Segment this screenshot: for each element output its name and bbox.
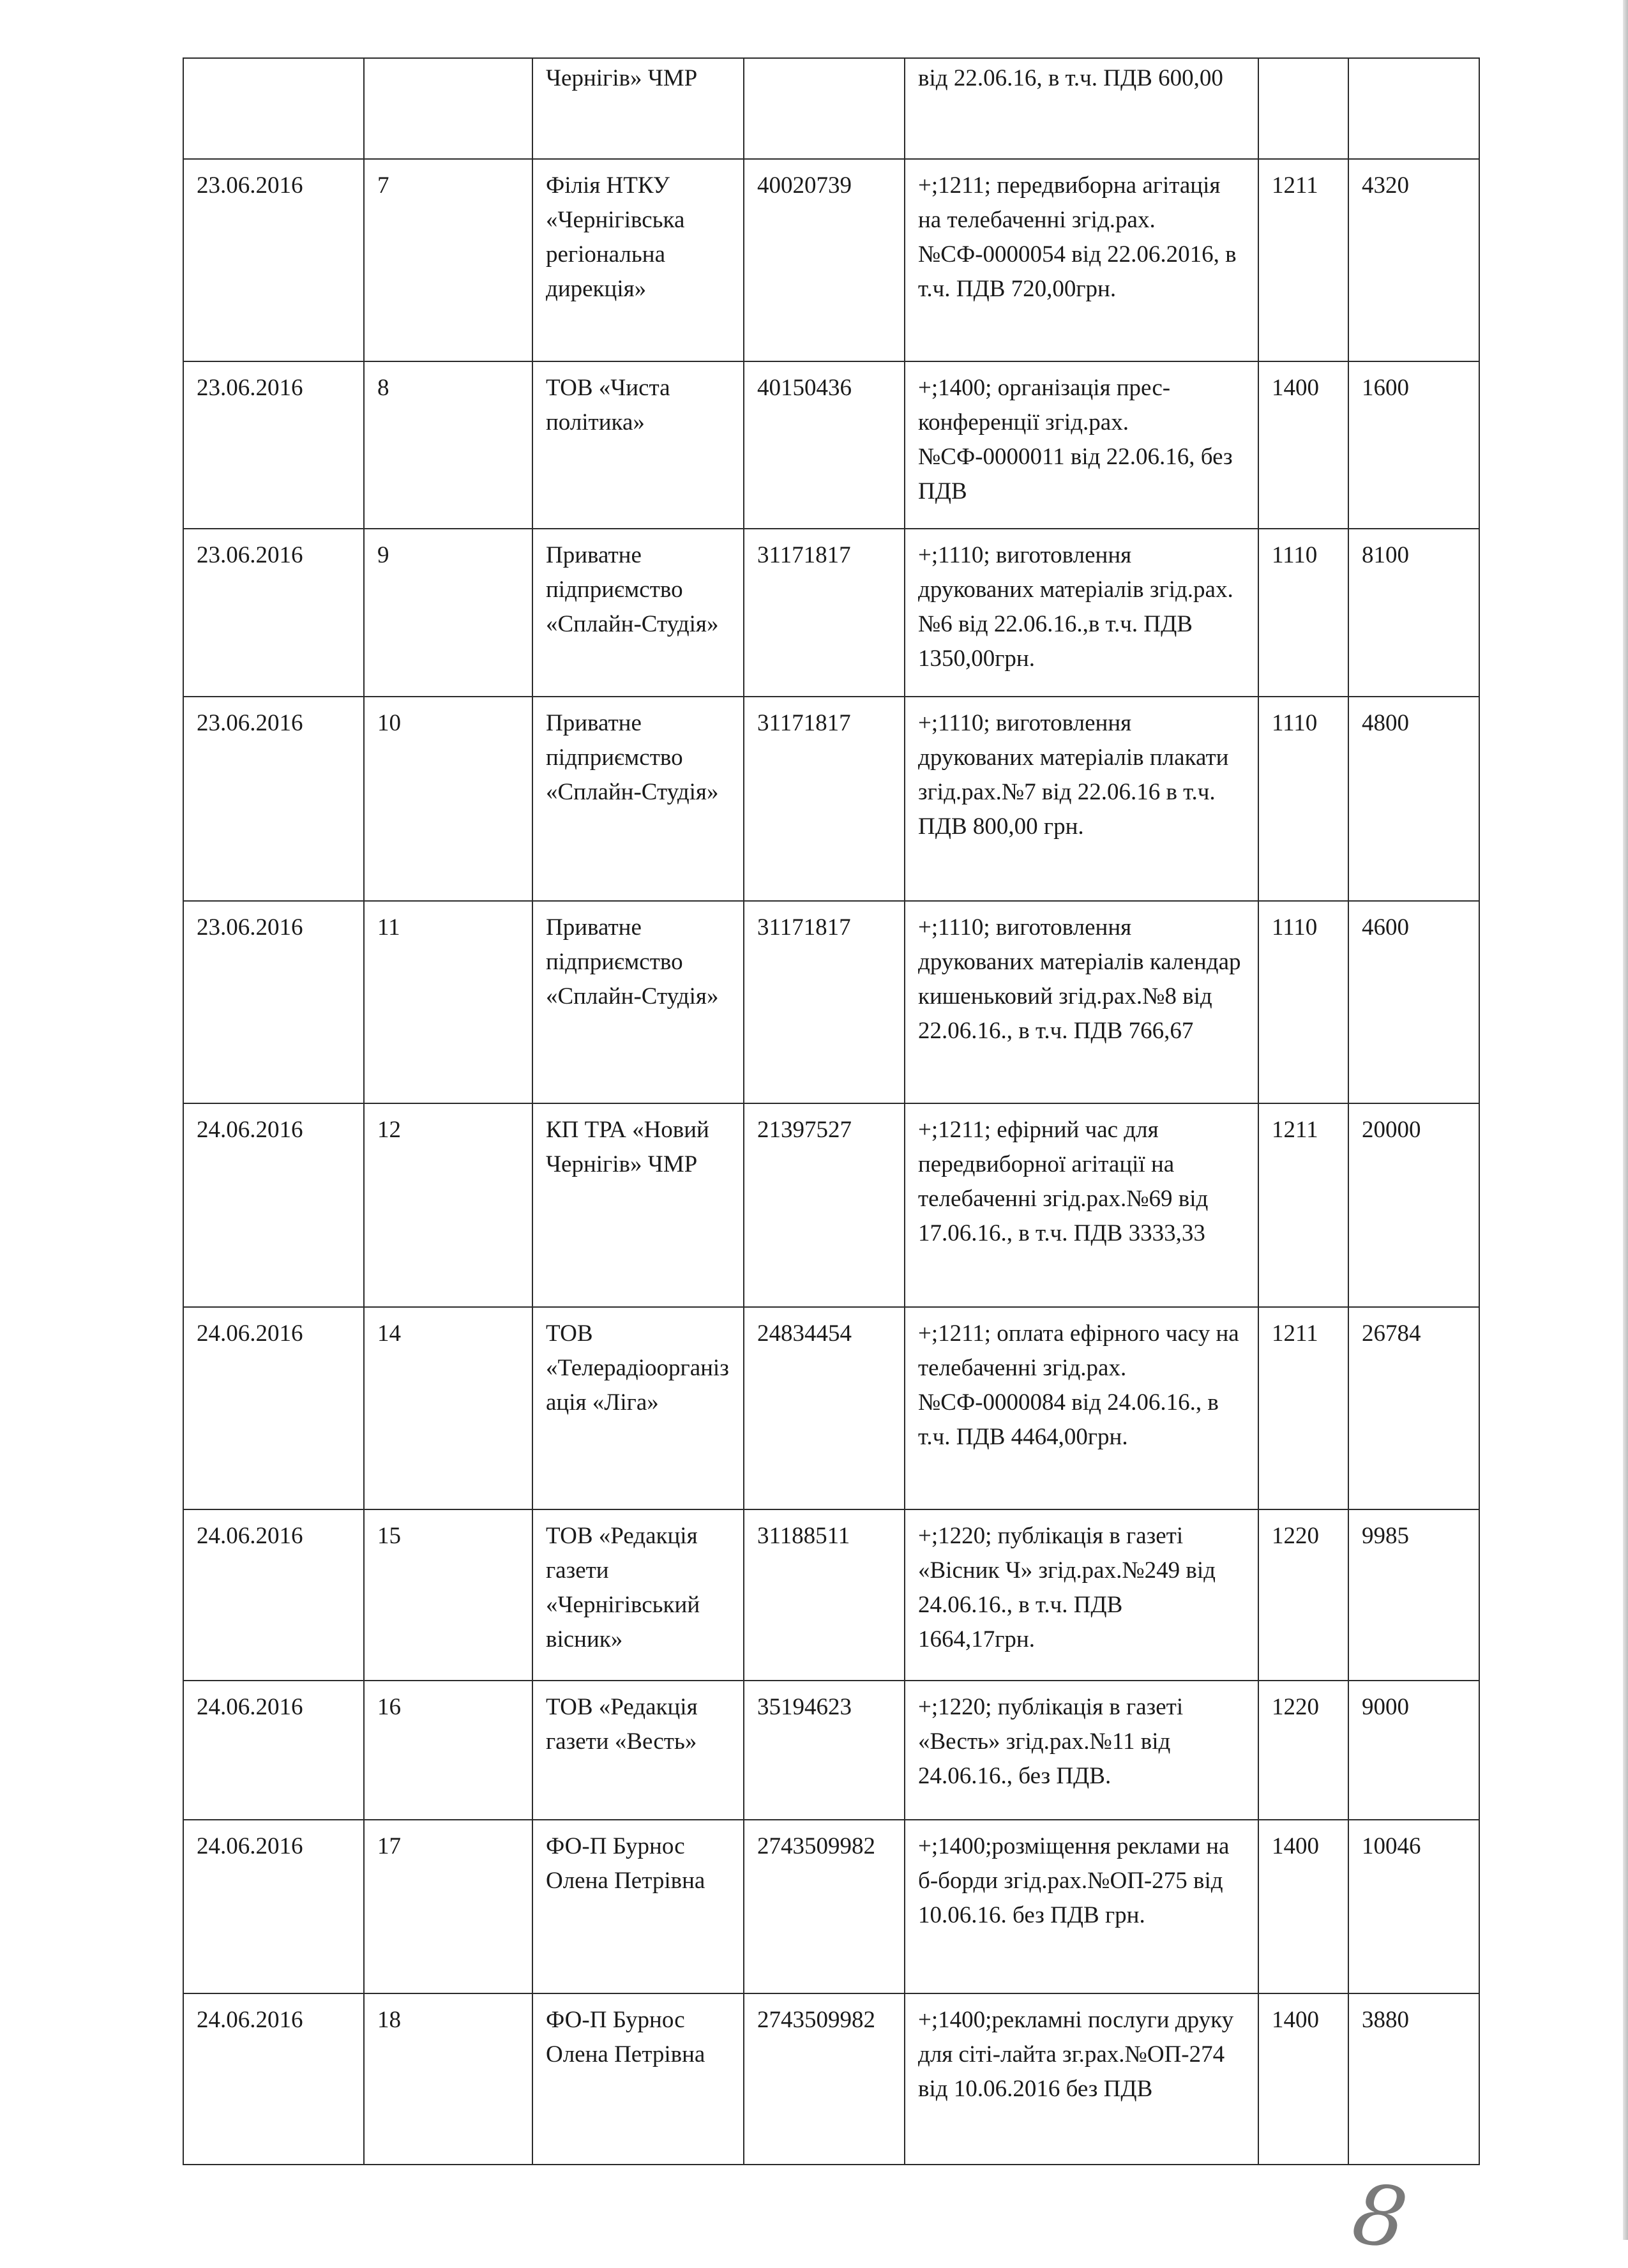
cell-kek: 1220 [1258, 1509, 1348, 1681]
cell-amount [1348, 58, 1479, 159]
cell-payee: Приватне підприємство «Сплайн-Студія» [532, 529, 744, 697]
cell-description: +;1110; виготовлення друкованих матеріалів згід.рах.№6 від 22.06.16.,в т.ч. ПДВ 1350,00грн. [905, 529, 1258, 697]
cell-code: 35194623 [744, 1681, 905, 1820]
cell-amount: 8100 [1348, 529, 1479, 697]
cell-code: 31171817 [744, 529, 905, 697]
cell-code: 31171817 [744, 697, 905, 901]
cell-kek: 1400 [1258, 1993, 1348, 2165]
cell-number: 17 [364, 1820, 532, 1993]
cell-kek [1258, 58, 1348, 159]
table-row [183, 1681, 1479, 1820]
cell-payee: КП ТРА «Новий Чернігів» ЧМР [532, 1103, 744, 1307]
cell-number: 14 [364, 1307, 532, 1509]
cell-code [744, 58, 905, 159]
cell-code: 24834454 [744, 1307, 905, 1509]
cell-number: 11 [364, 901, 532, 1103]
table-row [183, 1509, 1479, 1681]
cell-description: +;1400;рекламні послуги друку для сіті-лайта зг.рах.№ОП-274 від 10.06.2016 без ПДВ [905, 1993, 1258, 2165]
table-row [183, 1103, 1479, 1307]
cell-date: 24.06.2016 [183, 1820, 364, 1993]
cell-number: 15 [364, 1509, 532, 1681]
cell-payee: Приватне підприємство «Сплайн-Студія» [532, 697, 744, 901]
cell-number: 12 [364, 1103, 532, 1307]
cell-number: 18 [364, 1993, 532, 2165]
cell-amount: 4800 [1348, 697, 1479, 901]
cell-description: +;1211; оплата ефірного часу на телебаченні згід.рах.№СФ-0000084 від 24.06.16., в т.ч. ПДВ 4464,00грн. [905, 1307, 1258, 1509]
scan-page-edge [1623, 0, 1628, 2240]
cell-payee: Філія НТКУ «Чернігівська регіональна дирекція» [532, 159, 744, 361]
cell-description: +;1400; організація прес-конференції згід.рах.№СФ-0000011 від 22.06.16, без ПДВ [905, 361, 1258, 529]
cell-date [183, 58, 364, 159]
table-row [183, 159, 1479, 361]
cell-kek: 1400 [1258, 1820, 1348, 1993]
cell-amount: 1600 [1348, 361, 1479, 529]
cell-code: 40150436 [744, 361, 905, 529]
cell-description: +;1400;розміщення реклами на б-борди згід.рах.№ОП-275 від 10.06.16. без ПДВ грн. [905, 1820, 1258, 1993]
cell-code: 40020739 [744, 159, 905, 361]
cell-date: 24.06.2016 [183, 1307, 364, 1509]
cell-payee: ТОВ «Редакція газети «Чернігівський вісник» [532, 1509, 744, 1681]
cell-payee: ТОВ «Редакція газети «Весть» [532, 1681, 744, 1820]
table-row [183, 58, 1479, 159]
table-row [183, 529, 1479, 697]
cell-payee: ТОВ «Чиста політика» [532, 361, 744, 529]
cell-description: +;1220; публікація в газеті «Вісник Ч» згід.рах.№249 від 24.06.16., в т.ч. ПДВ 1664,17грн. [905, 1509, 1258, 1681]
cell-code: 31188511 [744, 1509, 905, 1681]
cell-number: 8 [364, 361, 532, 529]
cell-date: 24.06.2016 [183, 1993, 364, 2165]
cell-code: 31171817 [744, 901, 905, 1103]
cell-date: 23.06.2016 [183, 901, 364, 1103]
cell-code: 21397527 [744, 1103, 905, 1307]
cell-description: +;1110; виготовлення друкованих матеріалів плакати згід.рах.№7 від 22.06.16 в т.ч. ПДВ 800,00 грн. [905, 697, 1258, 901]
cell-description: +;1211; ефірний час для передвиборної агітації на телебаченні згід.рах.№69 від 17.06.16., в т.ч. ПДВ 3333,33 [905, 1103, 1258, 1307]
cell-kek: 1400 [1258, 361, 1348, 529]
cell-number: 7 [364, 159, 532, 361]
cell-amount: 20000 [1348, 1103, 1479, 1307]
table-row [183, 361, 1479, 529]
cell-amount: 26784 [1348, 1307, 1479, 1509]
table-row [183, 1307, 1479, 1509]
cell-payee: Чернігів» ЧМР [532, 58, 744, 159]
cell-kek: 1211 [1258, 1103, 1348, 1307]
cell-kek: 1211 [1258, 159, 1348, 361]
table-row [183, 901, 1479, 1103]
cell-amount: 9985 [1348, 1509, 1479, 1681]
cell-amount: 3880 [1348, 1993, 1479, 2165]
cell-description: +;1211; передвиборна агітація на телебаченні згід.рах.№СФ-0000054 від 22.06.2016, в т.ч. ПДВ 720,00грн. [905, 159, 1258, 361]
cell-date: 24.06.2016 [183, 1103, 364, 1307]
handwritten-page-number: 8 [1346, 2164, 1413, 2268]
cell-kek: 1110 [1258, 901, 1348, 1103]
table-row [183, 1993, 1479, 2165]
cell-amount: 4600 [1348, 901, 1479, 1103]
cell-number: 16 [364, 1681, 532, 1820]
cell-kek: 1211 [1258, 1307, 1348, 1509]
cell-date: 23.06.2016 [183, 529, 364, 697]
cell-date: 24.06.2016 [183, 1681, 364, 1820]
cell-number: 9 [364, 529, 532, 697]
cell-kek: 1110 [1258, 697, 1348, 901]
cell-date: 23.06.2016 [183, 361, 364, 529]
table-row [183, 697, 1479, 901]
cell-payee: ТОВ «Телерадіоорганізація «Ліга» [532, 1307, 744, 1509]
cell-date: 23.06.2016 [183, 159, 364, 361]
cell-description: від 22.06.16, в т.ч. ПДВ 600,00 [905, 58, 1258, 159]
cell-kek: 1220 [1258, 1681, 1348, 1820]
cell-payee: ФО-П Бурнос Олена Петрівна [532, 1820, 744, 1993]
cell-number [364, 58, 532, 159]
cell-description: +;1110; виготовлення друкованих матеріалів календар кишеньковий згід.рах.№8 від 22.06.16., в т.ч. ПДВ 766,67 [905, 901, 1258, 1103]
cell-amount: 10046 [1348, 1820, 1479, 1993]
table-row [183, 1820, 1479, 1993]
cell-description: +;1220; публікація в газеті «Весть» згід.рах.№11 від 24.06.16., без ПДВ. [905, 1681, 1258, 1820]
cell-number: 10 [364, 697, 532, 901]
cell-code: 2743509982 [744, 1993, 905, 2165]
cell-kek: 1110 [1258, 529, 1348, 697]
cell-amount: 4320 [1348, 159, 1479, 361]
cell-date: 24.06.2016 [183, 1509, 364, 1681]
cell-payee: Приватне підприємство «Сплайн-Студія» [532, 901, 744, 1103]
cell-payee: ФО-П Бурнос Олена Петрівна [532, 1993, 744, 2165]
expense-ledger-table [183, 57, 1480, 2165]
cell-amount: 9000 [1348, 1681, 1479, 1820]
cell-date: 23.06.2016 [183, 697, 364, 901]
cell-code: 2743509982 [744, 1820, 905, 1993]
